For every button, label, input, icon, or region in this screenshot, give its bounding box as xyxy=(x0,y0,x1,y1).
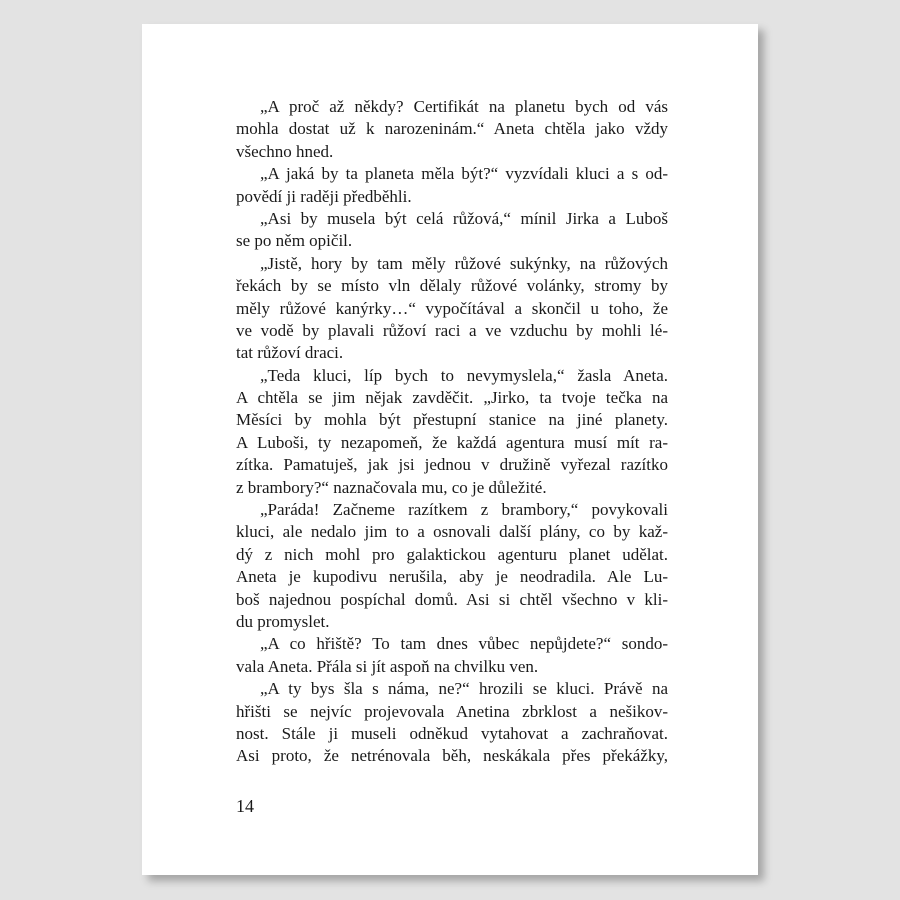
text-line: povědí ji raději předběhli. xyxy=(236,186,412,206)
text-line: „Asi by musela být celá růžová,“ mínil Jirka a Luboš xyxy=(260,208,668,228)
text-line: tat růžoví draci. xyxy=(236,343,344,363)
text-line: „Jistě, hory by tam měly růžové sukýnky, na růžových xyxy=(260,253,668,273)
text-line: „Teda kluci, líp bych to nevymyslela,“ žasla Aneta. xyxy=(260,365,668,385)
book-page xyxy=(142,24,758,875)
page-number: 14 xyxy=(236,796,254,816)
text-line: boš najednou pospíchal domů. Asi si chtěl všechno v kli- xyxy=(236,589,668,609)
text-line: z brambory?“ naznačovala mu, co je důležité. xyxy=(236,477,547,497)
text-line: du promyslet. xyxy=(236,611,330,631)
text-line: „A proč až někdy? Certifikát na planetu bych od vás xyxy=(260,97,668,116)
page-text-block xyxy=(236,96,668,768)
text-line: zítka. Pamatuješ, jak jsi jednou v družině vyřezal razítko xyxy=(236,455,668,475)
text-line: řekách by se místo vln dělaly růžové volánky, stromy by xyxy=(236,276,668,296)
text-line: Asi proto, že netrénovala běh, neskákala přes překážky, xyxy=(236,746,668,766)
text-line: „A jaká by ta planeta měla být?“ vyzvídali kluci a s od- xyxy=(260,164,668,184)
text-line: „A co hřiště? To tam dnes vůbec nepůjdete?“ sondo- xyxy=(260,634,668,654)
text-line: Měsíci by mohla být přestupní stanice na jiné planety. xyxy=(236,410,668,430)
text-line: hřišti se nejvíc projevovala Anetina zbrklost a nešikov- xyxy=(236,701,668,721)
text-line: kluci, ale nedalo jim to a osnovali další plány, co by kaž- xyxy=(236,522,668,542)
text-line: Aneta je kupodivu nerušila, aby je neodradila. Ale Lu- xyxy=(236,567,668,587)
text-line: A Luboši, ty nezapomeň, že každá agentura musí mít ra- xyxy=(236,432,668,452)
text-line: mohla dostat už k narozeninám.“ Aneta chtěla jako vždy xyxy=(236,119,668,139)
text-line: měly růžové kanýrky…“ vypočítával a skončil u toho, že xyxy=(236,298,668,318)
text-line: všechno hned. xyxy=(236,141,334,161)
text-line: „Paráda! Začneme razítkem z brambory,“ povykovali xyxy=(260,500,668,520)
text-line: nost. Stále ji museli odněkud vytahovat a zachraňovat. xyxy=(236,723,668,743)
text-line: vala Aneta. Přála si jít aspoň na chvilku ven. xyxy=(236,656,539,676)
text-line: „A ty bys šla s náma, ne?“ hrozili se kluci. Právě na xyxy=(260,679,668,699)
text-line: se po něm opičil. xyxy=(236,231,353,251)
text-line: dý z nich mohl pro galaktickou agenturu planet udělat. xyxy=(236,544,668,564)
text-line: ve vodě by plavali růžoví raci a ve vzduchu by mohli lé- xyxy=(236,320,668,340)
text-line: A chtěla se jim nějak zavděčit. „Jirko, ta tvoje tečka na xyxy=(236,388,668,408)
